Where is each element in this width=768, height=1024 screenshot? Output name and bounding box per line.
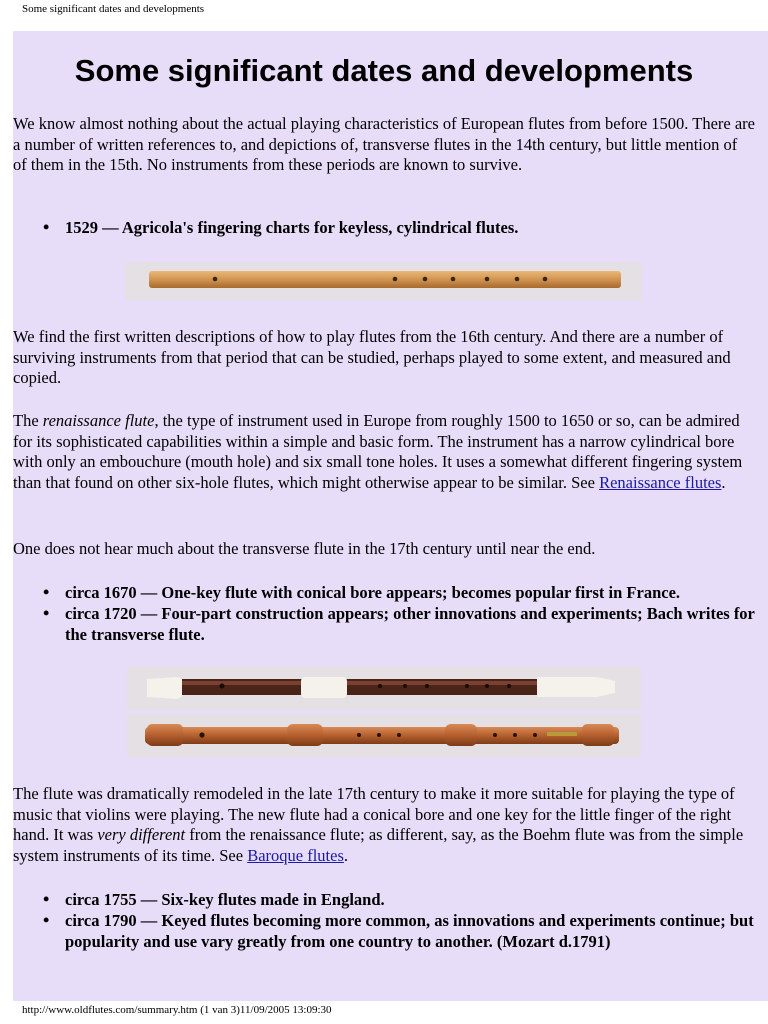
list-item: • 1529 — Agricola's fingering charts for keyless, cylindrical flutes.	[43, 217, 519, 237]
print-footer: http://www.oldflutes.com/summary.htm (1 van 3)11/09/2005 13:09:30	[22, 1004, 332, 1016]
renaissance-flute-image	[125, 262, 642, 300]
page-content	[13, 31, 768, 1001]
timeline-list-3	[13, 889, 755, 952]
renaissance-flutes-link[interactable]: Renaissance flutes	[599, 472, 722, 492]
timeline-list-2	[13, 582, 755, 645]
paragraph-remodeled-flute: The flute was dramatically remodeled in the late 17th century to make it more suitable for playing the type of music that violins were playing. The new flute had a conical bore and one key for the little finger of the right hand. It was very different from the renaissance flute; as different, say, as the Boehm flute was from the simple system instruments of its time. See Baroque flutes.	[13, 784, 744, 865]
timeline-list-1	[13, 217, 755, 238]
baroque-flute-boxwood-image	[127, 714, 641, 757]
paragraph-16th-century: We find the first written descriptions of how to play flutes from the 16th century. And there are a number of surviving instruments from that period that can be studied, perhaps played to some extent, and measured and copied.	[13, 327, 731, 387]
print-header: Some significant dates and developments	[22, 3, 205, 15]
list-item: • circa 1755 — Six-key flutes made in England.	[43, 889, 385, 909]
intro-paragraph: We know almost nothing about the actual playing characteristics of European flutes from before 1500. There are a number of written references to, and depictions of, transverse flutes in the 14th century, but little mention of of them in the 15th. No instruments from these periods are known to survive.	[13, 114, 755, 174]
paragraph-17th-century: One does not hear much about the transverse flute in the 17th century until near the end.	[13, 539, 596, 558]
page-title: Some significant dates and developments	[74, 53, 694, 88]
paragraph-renaissance-flute: The renaissance flute, the type of instrument used in Europe from roughly 1500 to 1650 or so, can be admired for its sophisticated capabilities within a simple and basic form. The instrument has a narrow cylindrical bore with only an embouchure (mouth hole) and six small tone holes. It uses a somewhat different fingering system than that found on other six-hole flutes, which might otherwise appear to be similar. See Renaissance flutes.	[13, 411, 743, 492]
list-item: • circa 1790 — Keyed flutes becoming more common, as innovations and experiments continue; but popularity and use vary greatly from one country to another. (Mozart d.1791)	[43, 910, 754, 951]
baroque-flute-ivory-image	[127, 667, 641, 710]
list-item: • circa 1670 — One-key flute with conical bore appears; becomes popular first in France.	[43, 582, 681, 602]
baroque-flutes-link[interactable]: Baroque flutes	[247, 845, 344, 865]
list-item: • circa 1720 — Four-part construction appears; other innovations and experiments; Bach writes for the transverse flute.	[43, 603, 755, 644]
